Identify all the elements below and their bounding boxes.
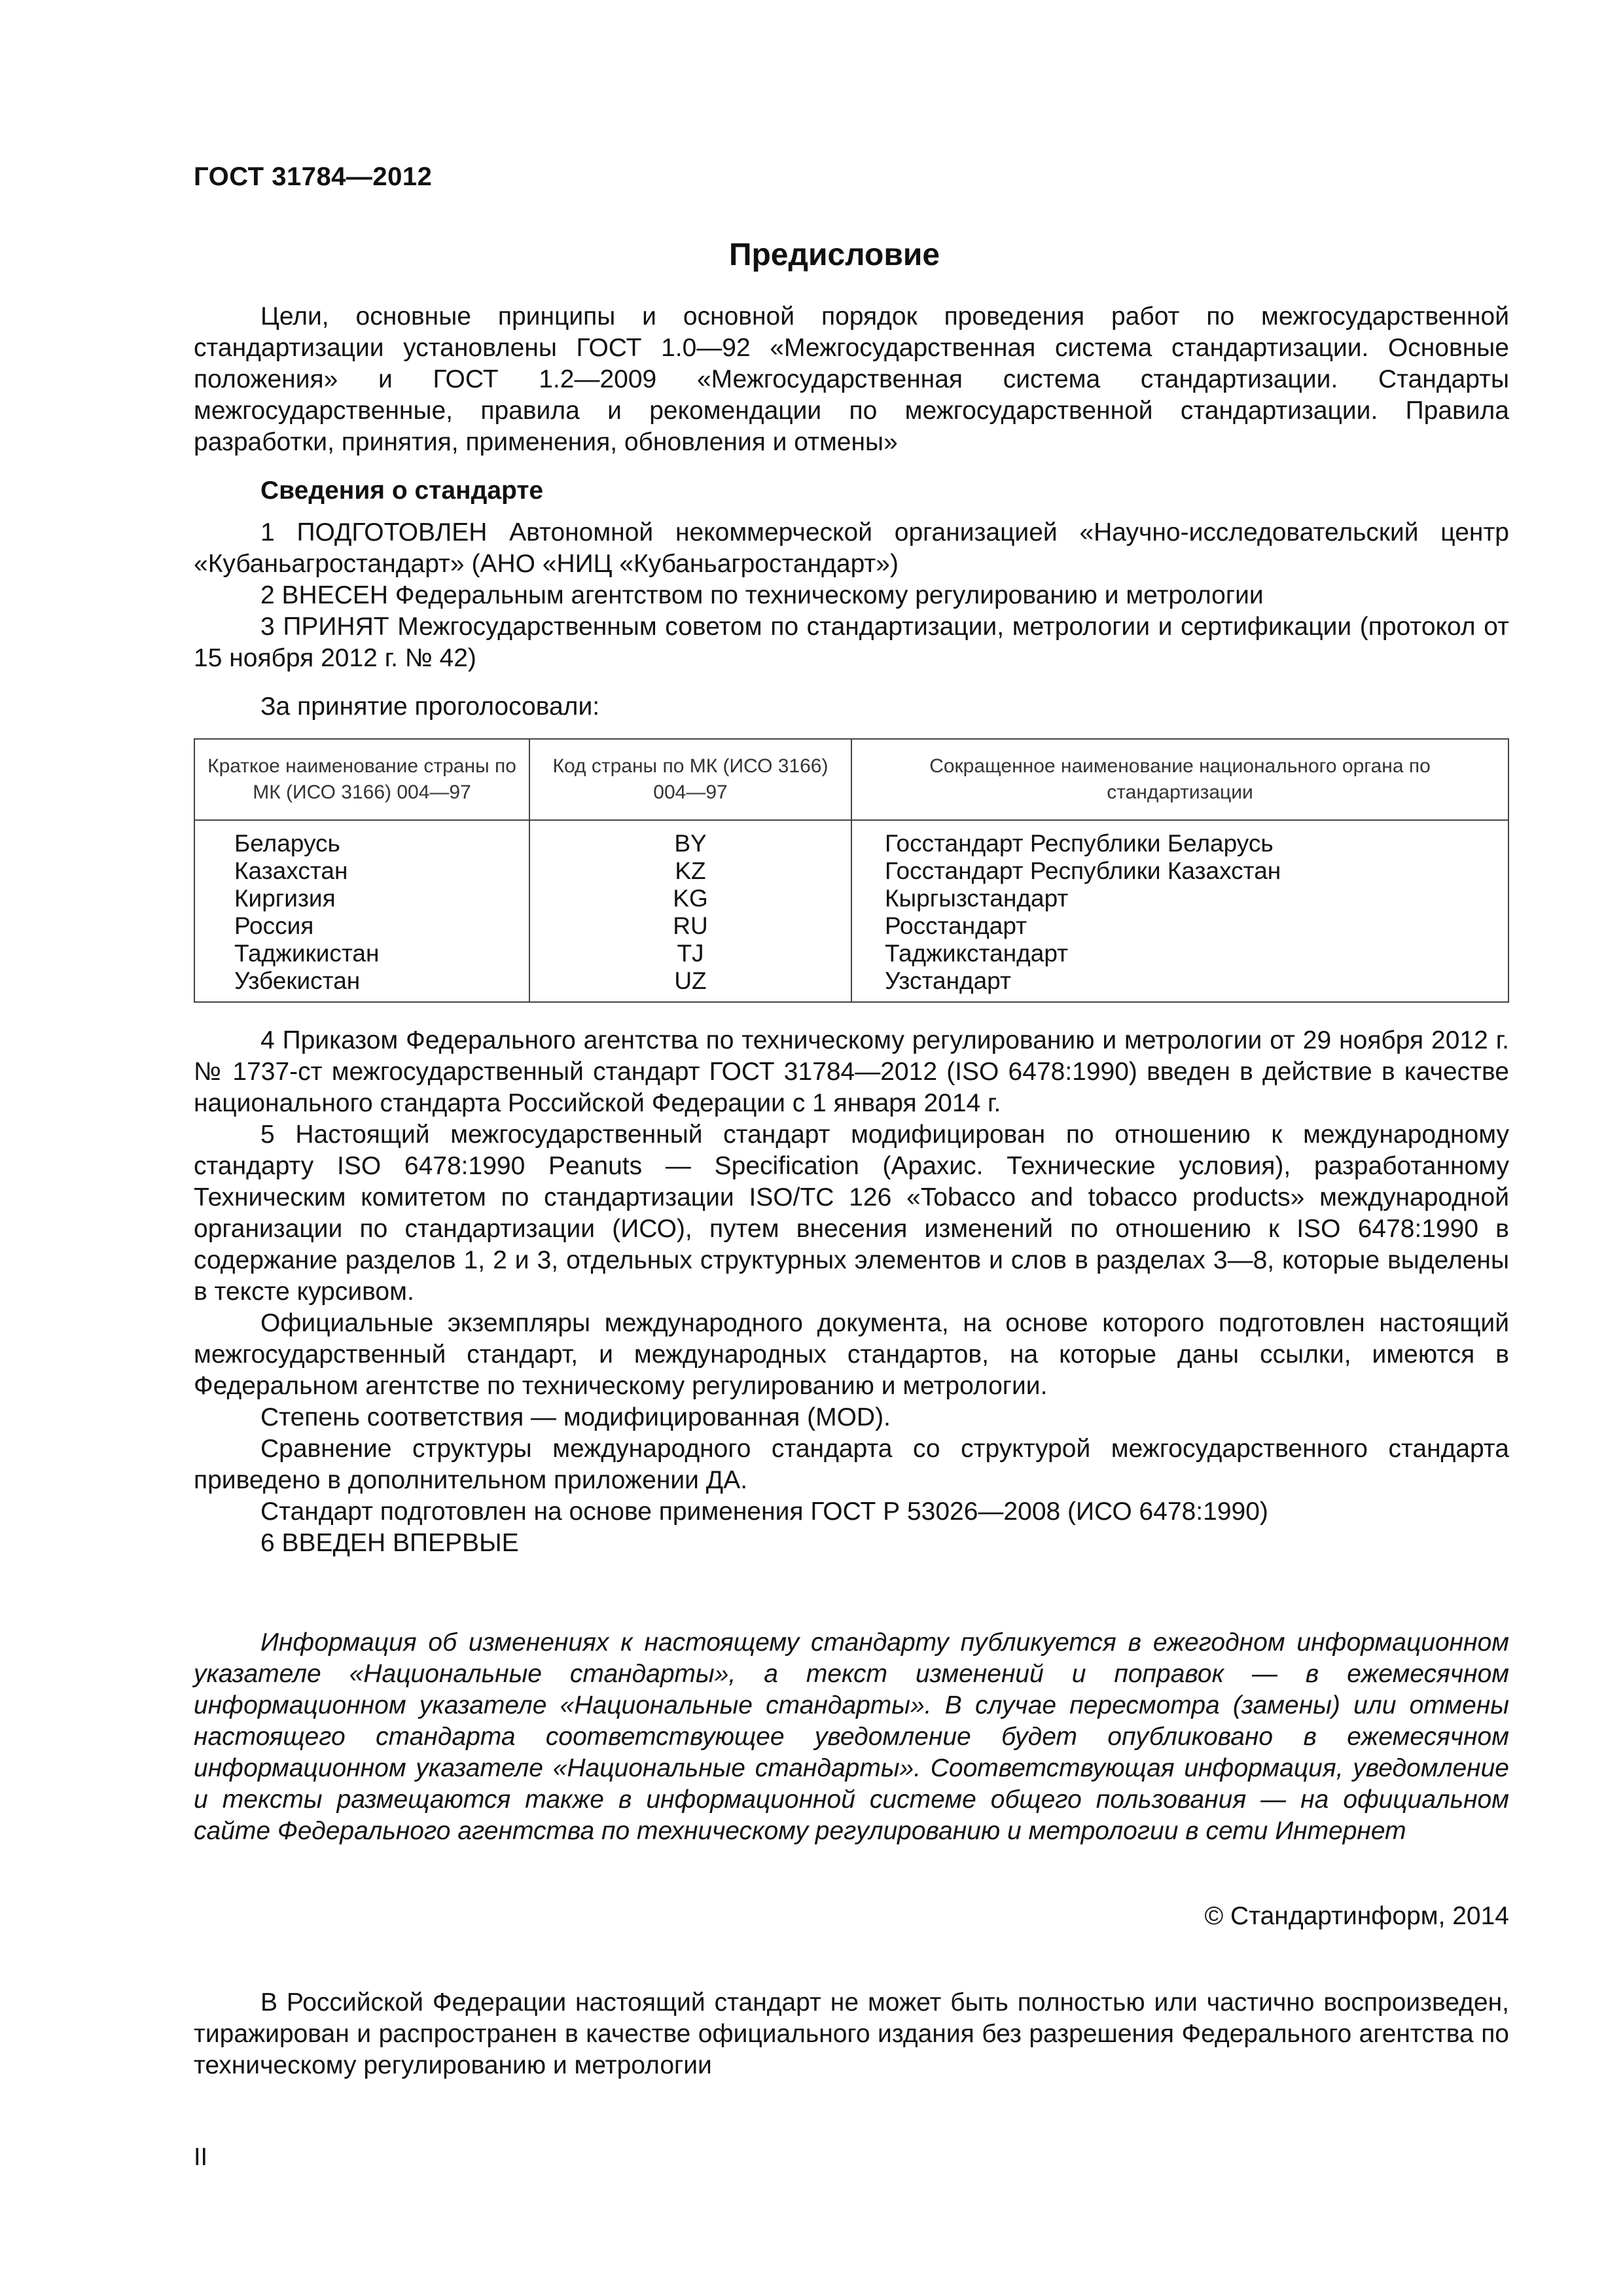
notice-section: [194, 1627, 1509, 1847]
country-name: Беларусь: [234, 830, 340, 857]
notice-paragraph: Информация об изменениях к настоящему стандарту публикуется в ежегодном информационном указателе «Национальные стандарты», а текст изменений и поправок — в ежемесячном информационном указателе «Национальные стандарты». В случае пересмотра (замены) или отмены настоящего стандарта соответствующее уведомление будет опубликовано в ежемесячном информационном указателе «Национальные стандарты». Соответствующая информация, уведомление и тексты размещаются также в информационной системе общего пользования — на официальном сайте Федерального агентства по техническому регулированию и метрологии в сети Интернет: [194, 1628, 1509, 1845]
body-cell: [851, 820, 1508, 1001]
conformity-paragraph: Степень соответствия — модифицированная (MOD).: [260, 1403, 891, 1431]
country-cell: [195, 820, 529, 1001]
table-header-row: [195, 740, 1508, 820]
document-code: ГОСТ 31784—2012: [194, 162, 433, 191]
info-item-4: 4 Приказом Федерального агентства по техническому регулированию и метрологии от 29 ноября 2012 г. № 1737-ст межгосударственный стандарт ГОСТ 31784—2012 (ISO 6478:1990) введен в действие в качестве национального стандарта Российской Федерации с 1 января 2014 г.: [194, 1026, 1509, 1117]
page-number: II: [194, 2144, 208, 2171]
details-section: [194, 1025, 1509, 1559]
page-title: Предисловие: [728, 238, 940, 272]
info-item-1: 1 ПОДГОТОВЛЕН Автономной некоммерческой организацией «Научно-исследовательский центр «Кубаньагростандарт» (АНО «НИЦ «Кубаньагростандарт»): [194, 518, 1509, 578]
voting-table: [194, 738, 1509, 1003]
restriction-paragraph: В Российской Федерации настоящий стандарт не может быть полностью или частично воспроизведен, тиражирован и распространен в качестве официального издания без разрешения Федерального агентства по техническому регулированию и метрологии: [194, 1988, 1509, 2079]
intro-section: [194, 301, 1509, 458]
country-name: Киргизия: [234, 885, 336, 912]
info-heading: Сведения о стандарте: [260, 476, 544, 505]
standards-body: Кыргызстандарт: [885, 885, 1069, 912]
country-code: UZ: [674, 967, 707, 994]
country-code: BY: [674, 830, 707, 857]
copyright-line: © Стандартинформ, 2014: [1204, 1902, 1509, 1930]
country-name: Узбекистан: [234, 967, 361, 994]
column-header-body: Сокращенное наименование национального органа по стандартизации: [851, 740, 1508, 820]
standards-body: Госстандарт Республики Беларусь: [885, 830, 1274, 857]
basis-paragraph: Стандарт подготовлен на основе применения ГОСТ Р 53026—2008 (ИСО 6478:1990): [260, 1498, 1268, 1526]
intro-paragraph: Цели, основные принципы и основной порядок проведения работ по межгосударственной стандартизации установлены ГОСТ 1.0—92 «Межгосударственная система стандартизации. Основные положения» и ГОСТ 1.2—2009 «Межгосударственная система стандартизации. Стандарты межгосударственные, правила и рекомендации по межгосударственной стандартизации. Правила разработки, принятия, применения, обновления и отмены»: [194, 302, 1509, 456]
official-copies-paragraph: Официальные экземпляры международного документа, на основе которого подготовлен настоящий межгосударственный стандарт, и международных стандартов, на которые даны ссылки, имеются в Федеральном агентстве по техническому регулированию и метрологии.: [194, 1309, 1509, 1400]
country-code: RU: [673, 912, 708, 939]
info-section: [194, 475, 1509, 723]
info-item-5: 5 Настоящий межгосударственный стандарт модифицирован по отношению к международному стандарту ISO 6478:1990 Peanuts — Specification (Арахис. Технические условия), разработанному Техническим комитетом по стандартизации ISO/TC 126 «Tobacco and tobacco products» международной организации по стандартизации (ИСО), путем внесения изменений по отношению к ISO 6478:1990 в содержание разделов 1, 2 и 3, отдельных структурных элементов и слов в разделах 3—8, которые выделены в тексте курсивом.: [194, 1121, 1509, 1306]
code-cell: [529, 820, 851, 1001]
comparison-paragraph: Сравнение структуры международного стандарта со структурой межгосударственного стандарта приведено в дополнительном приложении ДА.: [194, 1435, 1509, 1494]
standards-body: Таджикстандарт: [885, 940, 1069, 967]
column-header-country: Краткое наименование страны по МК (ИСО 3166) 004—97: [195, 740, 529, 820]
info-item-2: 2 ВНЕСЕН Федеральным агентством по техническому регулированию и метрологии: [260, 581, 1264, 609]
standards-body: Росстандарт: [885, 912, 1027, 939]
country-code: KG: [673, 885, 708, 912]
country-name: Россия: [234, 912, 314, 939]
info-item-3: 3 ПРИНЯТ Межгосударственным советом по стандартизации, метрологии и сертификации (протокол от 15 ноября 2012 г. № 42): [194, 613, 1509, 672]
country-name: Таджикистан: [234, 940, 380, 967]
restriction-section: [194, 1987, 1509, 2081]
country-code: TJ: [677, 940, 704, 967]
vote-intro: За принятие проголосовали:: [260, 692, 600, 721]
info-item-6: 6 ВВЕДЕН ВПЕРВЫЕ: [260, 1529, 519, 1557]
standards-body: Узстандарт: [885, 967, 1011, 994]
column-header-code: Код страны по МК (ИСО 3166) 004—97: [529, 740, 851, 820]
country-name: Казахстан: [234, 857, 348, 884]
country-code: KZ: [675, 857, 706, 884]
table-row: [195, 820, 1508, 1001]
standards-body: Госстандарт Республики Казахстан: [885, 857, 1281, 884]
